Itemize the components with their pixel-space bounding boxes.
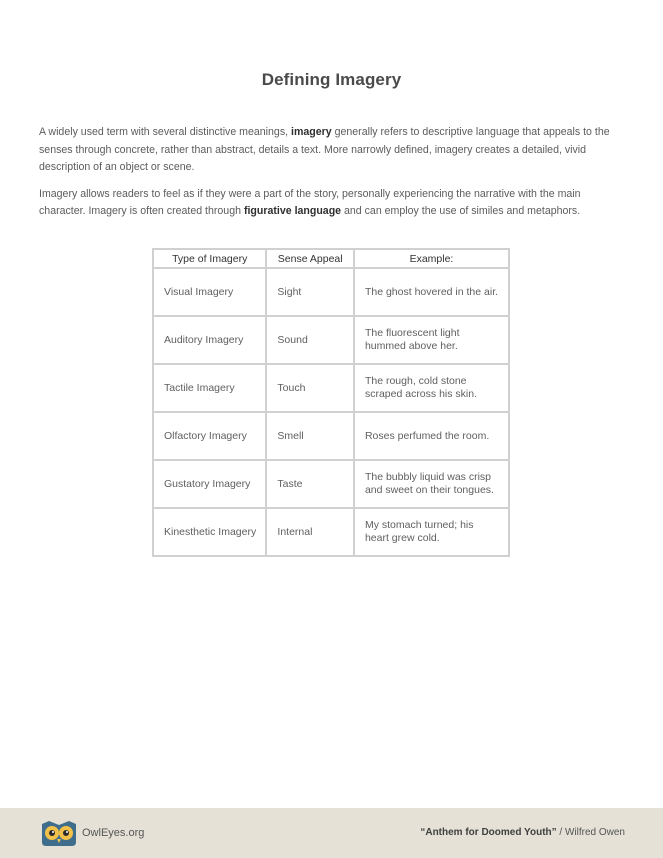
page-title: Defining Imagery bbox=[261, 70, 402, 89]
sense-cell: Smell bbox=[266, 412, 354, 460]
header-type: Type of Imagery bbox=[153, 249, 266, 268]
paragraph-2 bbox=[39, 186, 629, 221]
intro-text bbox=[39, 124, 629, 230]
imagery-table bbox=[152, 248, 510, 557]
table-header-row bbox=[153, 249, 509, 268]
sense-cell: Touch bbox=[266, 364, 354, 412]
brand-name[interactable]: OwlEyes.org bbox=[82, 827, 145, 839]
table-row bbox=[153, 316, 509, 364]
imagery-type-cell: Tactile Imagery bbox=[153, 364, 266, 412]
term-imagery: imagery bbox=[291, 126, 332, 138]
sense-cell: Internal bbox=[266, 508, 354, 556]
imagery-type-cell: Olfactory Imagery bbox=[153, 412, 266, 460]
imagery-type-cell: Auditory Imagery bbox=[153, 316, 266, 364]
paragraph-2-before: Imagery allows readers to feel as if they were a part of the story, personally experiencing the narrative with the main character. Imagery is often created through bbox=[39, 187, 581, 217]
example-cell: Roses perfumed the room. bbox=[354, 412, 509, 460]
header-sense: Sense Appeal bbox=[266, 249, 354, 268]
sense-cell: Taste bbox=[266, 460, 354, 508]
paragraph-1-after: generally refers to descriptive language that appeals to the senses through concrete, rather than abstract, details a text. More narrowly defined, imagery creates a detailed, vivid description of an object or scene. bbox=[39, 126, 610, 173]
table-row bbox=[153, 460, 509, 508]
paragraph-1-before: A widely used term with several distinctive meanings, bbox=[39, 126, 292, 138]
paragraph-2-after: and can employ the use of similes and metaphors. bbox=[341, 205, 581, 217]
table-row bbox=[153, 412, 509, 460]
example-cell: The bubbly liquid was crisp and sweet on their tongues. bbox=[354, 460, 509, 508]
example-cell: The fluorescent light hummed above her. bbox=[354, 316, 509, 364]
author-name: / Wilfred Owen bbox=[556, 827, 625, 838]
term-figurative-language: figurative language bbox=[243, 205, 342, 217]
imagery-type-cell: Kinesthetic Imagery bbox=[153, 508, 266, 556]
footer-citation bbox=[420, 827, 625, 838]
example-cell: The rough, cold stone scraped across his skin. bbox=[354, 364, 509, 412]
table-row bbox=[153, 268, 509, 316]
sense-cell: Sight bbox=[266, 268, 354, 316]
imagery-type-cell: Visual Imagery bbox=[153, 268, 266, 316]
sense-cell: Sound bbox=[266, 316, 354, 364]
table-row bbox=[153, 364, 509, 412]
example-cell: The ghost hovered in the air. bbox=[354, 268, 509, 316]
page-footer bbox=[0, 808, 663, 858]
paragraph-1 bbox=[39, 124, 629, 177]
owl-icon[interactable] bbox=[40, 820, 78, 847]
imagery-type-cell: Gustatory Imagery bbox=[153, 460, 266, 508]
header-example: Example: bbox=[354, 249, 509, 268]
table-row bbox=[153, 508, 509, 556]
work-title: “Anthem for Doomed Youth” bbox=[420, 827, 557, 838]
example-cell: My stomach turned; his heart grew cold. bbox=[354, 508, 509, 556]
